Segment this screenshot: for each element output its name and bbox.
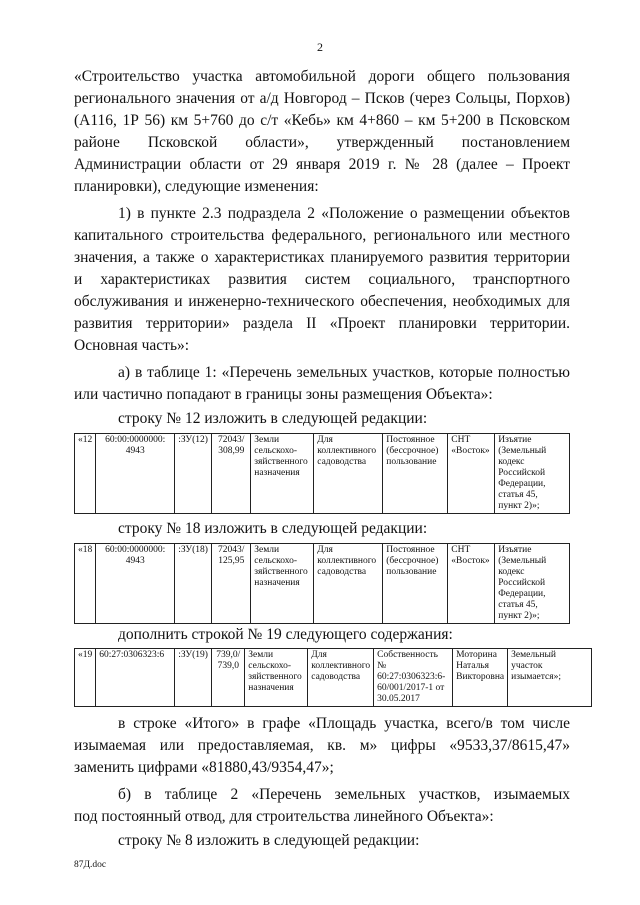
para2-line-4: обслуживания и инженерно-технического обеспечения, необходимых для	[74, 293, 570, 310]
cell-use: Для коллективного садоводства	[314, 544, 383, 624]
para3-line-1: или частично попадают в границы зоны размещения Объекта»:	[74, 386, 493, 403]
cell-num: «19	[75, 649, 96, 707]
para1-line-4: Администрации области от 29 января 2019 г. № 28 (далее – Проект	[74, 156, 570, 173]
cell-note: Изъятие (Земельный кодекс Российской Федерации, статья 45, пункт 2)»;	[495, 434, 570, 514]
cell-cadastral: 60:00:0000000: 4943	[96, 544, 175, 624]
para4-line-2: заменить цифрами «81880,43/9354,47»;	[74, 759, 334, 776]
table-row	[75, 544, 570, 624]
table-row-12	[74, 433, 570, 514]
cell-area: 739,0/ 739,0	[212, 649, 245, 707]
table-row-19	[74, 648, 592, 707]
cell-holder: Моторина Наталья Викторовна	[453, 649, 508, 707]
cell-num: «18	[75, 544, 96, 624]
row12-heading: строку № 12 изложить в следующей редакции:	[118, 410, 428, 427]
para1-line-3: районе Псковской области», утвержденный постановлением	[74, 134, 570, 151]
para5-line-1: под постоянный отвод, для строительства линейного Объекта»:	[74, 808, 494, 825]
cell-note: Земельный участок изымается»;	[508, 649, 592, 707]
table-row	[75, 434, 570, 514]
cell-zu: :ЗУ(19)	[175, 649, 212, 707]
para1-line-1: регионального значения от а/д Новгород – Псков (через Сольцы, Порхов)	[74, 90, 570, 107]
cell-area: 72043/ 125,95	[212, 544, 251, 624]
para2-line-0: 1) в пункте 2.3 подраздела 2 «Положение о размещении объектов	[118, 205, 570, 222]
cell-category: Земли сельскохо- зяйственного назначения	[245, 649, 308, 707]
cell-use: Для коллективного садоводства	[308, 649, 374, 707]
cell-note: Изъятие (Земельный кодекс Российской Федерации, статья 45, пункт 2)»;	[495, 544, 570, 624]
cell-right: Собственность № 60:27:0306323:6- 60/001/2017-1 от 30.05.2017	[374, 649, 453, 707]
page-number: 2	[317, 40, 323, 54]
para4-line-1: изымаемая или предоставляемая, кв. м» цифры «9533,37/8615,47»	[74, 737, 570, 754]
cell-use: Для коллективного садоводства	[314, 434, 383, 514]
para1-line-2: (А116, 1Р 56) км 5+760 до с/т «Кебь» км 4+860 – км 5+200 в Псковском	[74, 112, 570, 129]
cell-cadastral: 60:27:0306323:6	[96, 649, 175, 707]
cell-category: Земли сельскохо- зяйственного назначения	[251, 434, 314, 514]
cell-area: 72043/ 308,99	[212, 434, 251, 514]
para4-line-0: в строке «Итого» в графе «Площадь участка, всего/в том числе	[118, 715, 570, 732]
para1-line-5: планировки), следующие изменения:	[74, 178, 319, 195]
cell-holder: СНТ «Восток»	[448, 544, 495, 624]
para2-line-1: капитального строительства федерального, регионального или местного	[74, 227, 570, 244]
cell-cadastral: 60:00:0000000: 4943	[96, 434, 175, 514]
row19-heading: дополнить строкой № 19 следующего содержания:	[118, 626, 453, 643]
para2-line-2: значения, а также о характеристиках планируемого развития территории	[74, 249, 570, 266]
para2-line-6: Основная часть»:	[74, 337, 190, 354]
cell-zu: :ЗУ(18)	[175, 544, 212, 624]
row8-heading: строку № 8 изложить в следующей редакции:	[118, 832, 420, 849]
table-row	[75, 649, 592, 707]
cell-num: «12	[75, 434, 96, 514]
row18-heading: строку № 18 изложить в следующей редакции:	[118, 520, 428, 537]
cell-zu: :ЗУ(12)	[175, 434, 212, 514]
cell-category: Земли сельскохо- зяйственного назначения	[251, 544, 314, 624]
para2-line-3: и характеристиках развития систем социального, транспортного	[74, 271, 570, 288]
cell-right: Постоянное (бессрочное) пользование	[383, 544, 448, 624]
para2-line-5: развития территории» раздела II «Проект планировки территории.	[74, 315, 570, 332]
para3-line-0: а) в таблице 1: «Перечень земельных участков, которые полностью	[118, 364, 570, 381]
para5-line-0: б) в таблице 2 «Перечень земельных участков, изымаемых	[118, 786, 570, 803]
para1-line-0: «Строительство участка автомобильной дороги общего пользования	[74, 68, 570, 85]
cell-right: Постоянное (бессрочное) пользование	[383, 434, 448, 514]
cell-holder: СНТ «Восток»	[448, 434, 495, 514]
table-row-18	[74, 543, 570, 624]
footer-filename: 87Д.doc	[74, 860, 107, 870]
